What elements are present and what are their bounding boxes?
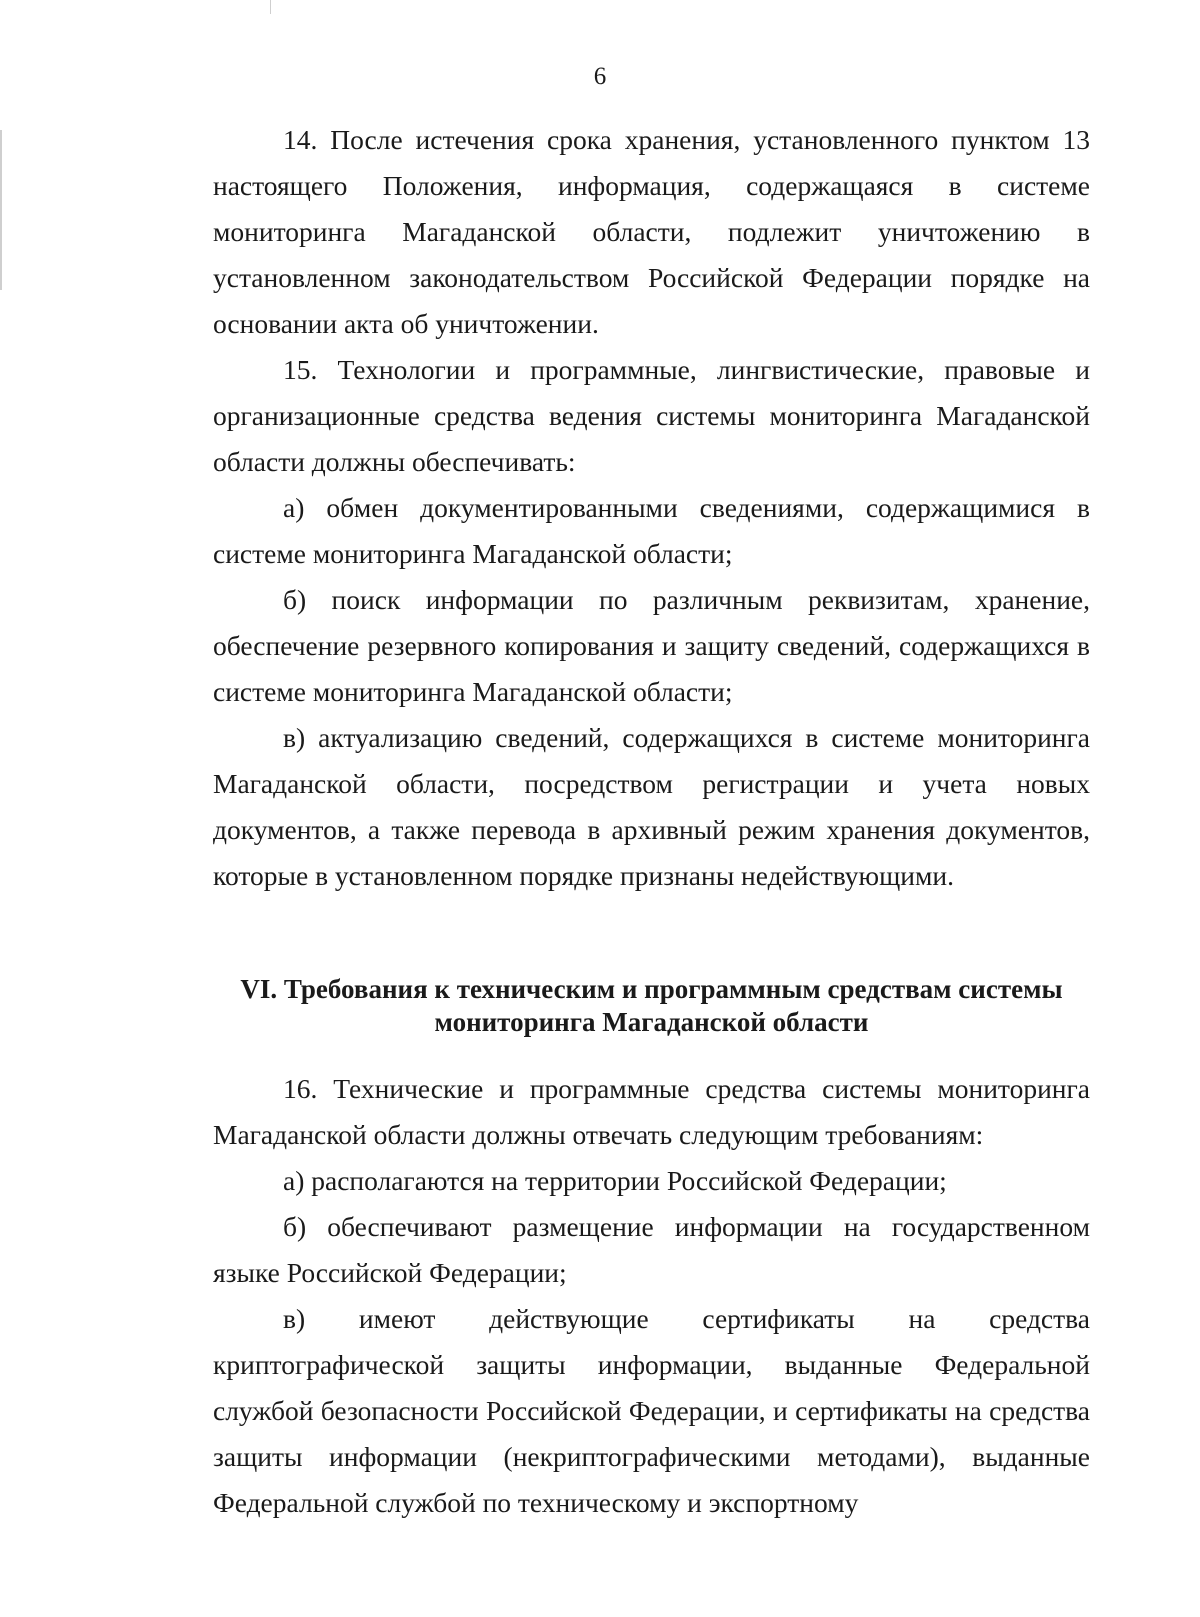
page-number: 6	[593, 63, 607, 90]
paragraph-14: 14. После истечения срока хранения, установленного пунктом 13 настоящего Положения, информация, содержащаяся в системе мониторинга Магаданской области, подлежит уничтожению в установленном законодательством Российской Федерации порядке на основании акта об уничтожении.	[213, 124, 1090, 339]
paragraph-15-a: а) обмен документированными сведениями, содержащимися в системе мониторинга Магаданской области;	[213, 492, 1090, 569]
section-heading-line-2: мониторинга Магаданской области	[434, 1007, 869, 1037]
paragraph-16: 16. Технические и программные средства системы мониторинга Магаданской области должны отвечать следующим требованиям:	[213, 1073, 1090, 1150]
scan-edge-mark-top	[270, 0, 271, 14]
section-heading-line-1: VI. Требования к техническим и программным средствам системы	[240, 974, 1063, 1004]
paragraph-16-v: в) имеют действующие сертификаты на средства криптографической защиты информации, выданные Федеральной службой безопасности Российской Федерации, и сертификаты на средства защиты информации (некриптографическими методами), выданные Федеральной службой по техническому и экспортному	[213, 1303, 1090, 1518]
paragraph-15-b: б) поиск информации по различным реквизитам, хранение, обеспечение резервного копирования и защиту сведений, содержащихся в системе мониторинга Магаданской области;	[213, 584, 1090, 707]
body-text-bottom	[213, 1066, 1090, 1526]
paragraph-15: 15. Технологии и программные, лингвистические, правовые и организационные средства ведения системы мониторинга Магаданской области должны обеспечивать:	[213, 354, 1090, 477]
paragraph-16-b: б) обеспечивают размещение информации на государственном языке Российской Федерации;	[213, 1211, 1090, 1288]
paragraph-16-a: а) располагаются на территории Российской Федерации;	[283, 1165, 947, 1196]
scan-edge-mark-left	[0, 130, 2, 290]
body-text-top	[213, 117, 1090, 899]
section-heading	[213, 973, 1090, 1039]
paragraph-15-v: в) актуализацию сведений, содержащихся в системе мониторинга Магаданской области, посредством регистрации и учета новых документов, а также перевода в архивный режим хранения документов, которые в установленном порядке признаны недействующими.	[213, 722, 1090, 891]
